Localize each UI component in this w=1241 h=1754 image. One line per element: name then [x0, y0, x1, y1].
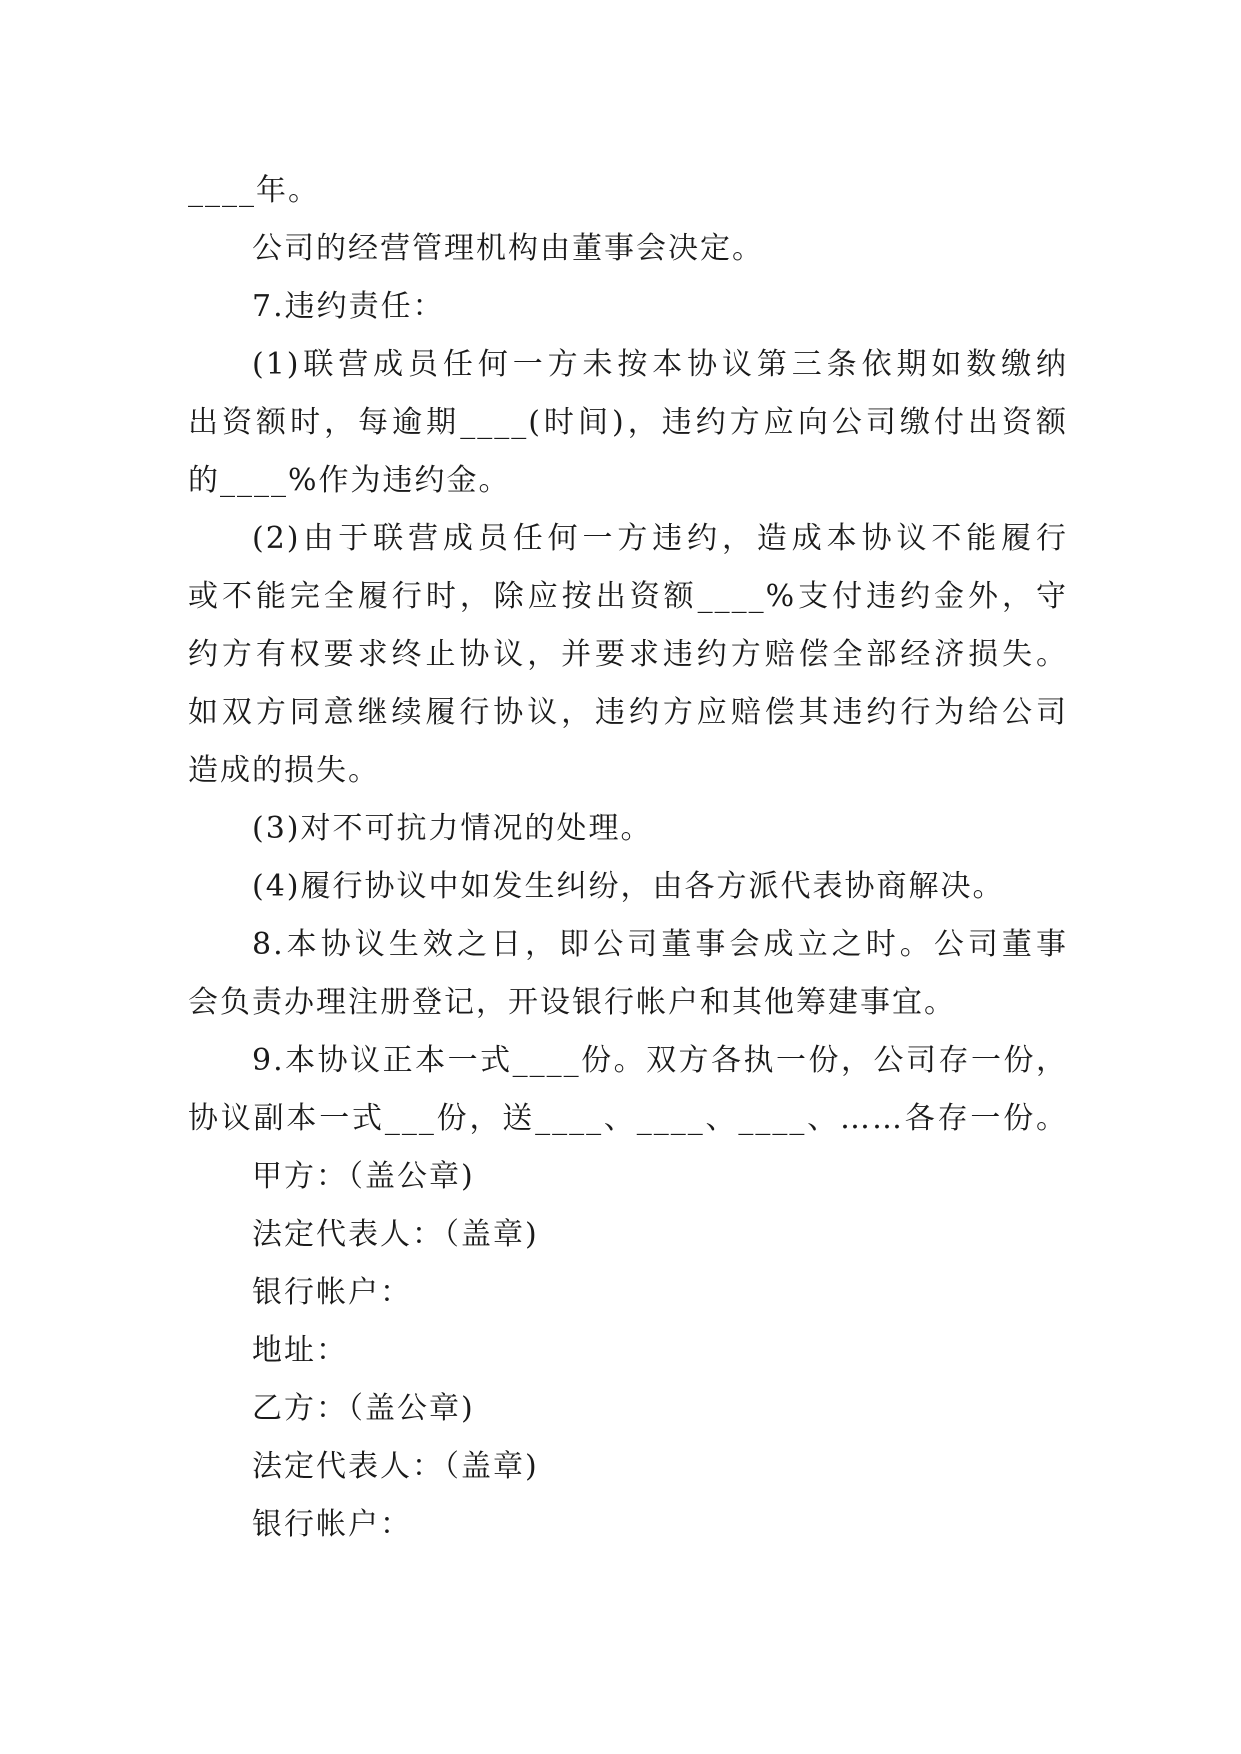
text-line: 法定代表人：（盖章) — [252, 1217, 539, 1252]
document-body — [188, 162, 1068, 1554]
text-line: 银行帐户： — [252, 1507, 412, 1542]
text-line: 法定代表人：（盖章) — [252, 1449, 539, 1484]
text-line: (4)履行协议中如发生纠纷，由各方派代表协商解决。 — [252, 869, 1005, 904]
text-line: (2)由于联营成员任何一方违约，造成本协议不能履行 — [252, 521, 1068, 556]
text-line: 公司的经营管理机构由董事会决定。 — [252, 231, 764, 266]
text-line: 或不能完全履行时，除应按出资额____%支付违约金外，守 — [188, 579, 1068, 614]
text-line: 约方有权要求终止协议，并要求违约方赔偿全部经济损失。 — [188, 637, 1068, 672]
text-line: 9.本协议正本一式____份。双方各执一份，公司存一份， — [252, 1043, 1068, 1078]
text-line: 造成的损失。 — [188, 753, 380, 788]
text-line: 协议副本一式___份，送____、____、____、……各存一份。 — [188, 1101, 1068, 1136]
text-line: 会负责办理注册登记，开设银行帐户和其他筹建事宜。 — [188, 985, 956, 1020]
text-line: 7.违约责任： — [252, 289, 445, 324]
text-line: 的____%作为违约金。 — [188, 463, 511, 498]
text-line: 出资额时，每逾期____(时间)，违约方应向公司缴付出资额 — [188, 405, 1068, 440]
text-line: 地址： — [252, 1333, 348, 1368]
text-line: 8.本协议生效之日，即公司董事会成立之时。公司董事 — [252, 927, 1068, 962]
text-line: 甲方：（盖公章) — [252, 1159, 475, 1194]
text-line: (3)对不可抗力情况的处理。 — [252, 811, 653, 846]
text-line: (1)联营成员任何一方未按本协议第三条依期如数缴纳 — [252, 347, 1068, 382]
text-line: ____年。 — [188, 173, 320, 208]
text-line: 银行帐户： — [252, 1275, 412, 1310]
text-line: 如双方同意继续履行协议，违约方应赔偿其违约行为给公司 — [188, 695, 1068, 730]
text-line: 乙方：（盖公章) — [252, 1391, 475, 1426]
